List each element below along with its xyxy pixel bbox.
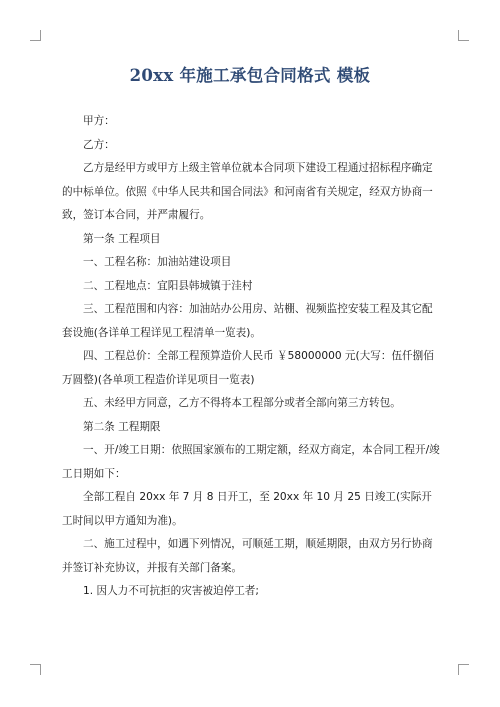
intro-paragraph: 乙方是经甲方或甲方上级主管单位就本合同项下建设工程通过招标程序确定的中标单位。依照《中华人民共和国合同法》和河南省有关规定，经双方协商一致，签订本合同，并严肃履行。 (62, 162, 433, 221)
party-a-line: 甲方： (83, 115, 115, 127)
crop-mark-bottom-right (458, 664, 469, 675)
document-body (62, 110, 442, 604)
subcontract-clause: 五、未经甲方同意，乙方不得将本工程部分或者全部向第三方转包。 (83, 397, 401, 409)
project-total-price: 四、工程总价：全部工程预算造价人民币 ￥58000000 元(大写：伍仟捌佰万圆整)(各单项工程造价详见项目一览表) (62, 350, 434, 386)
crop-mark-top-left (30, 30, 41, 41)
extension-clause: 二、施工过程中，如遇下列情况，可顺延工期，顺延期限，由双方另行协商并签订补充协议，并报有关部门备案。 (62, 538, 433, 574)
schedule-dates: 全部工程自 20xx 年 7 月 8 日开工，至 20xx 年 10 月 25 日竣工(实际开工时间以甲方通知为准)。 (62, 491, 432, 527)
document-title: 20xx 年施工承包合同格式 模板 (129, 66, 371, 85)
party-b-line: 乙方： (83, 138, 115, 151)
start-end-dates-clause: 一、开/竣工日期：依照国家颁布的工期定额，经双方商定，本合同工程开/竣工日期如下： (62, 444, 440, 480)
article-2-heading: 第二条 工程期限 (83, 420, 161, 433)
project-name: 一、工程名称：加油站建设项目 (83, 256, 232, 268)
crop-mark-bottom-left (30, 664, 41, 675)
article-1-heading: 第一条 工程项目 (83, 232, 161, 245)
extension-item-1: 1. 因人力不可抗拒的灾害被迫停工者; (83, 585, 259, 597)
project-location: 二、工程地点：宜阳县韩城镇于洼村 (83, 279, 253, 292)
crop-mark-top-right (458, 30, 469, 41)
project-scope: 三、工程范围和内容：加油站办公用房、站棚、视频监控安装工程及其它配套设施(各详单工程详见工程清单一览表)。 (62, 303, 433, 339)
